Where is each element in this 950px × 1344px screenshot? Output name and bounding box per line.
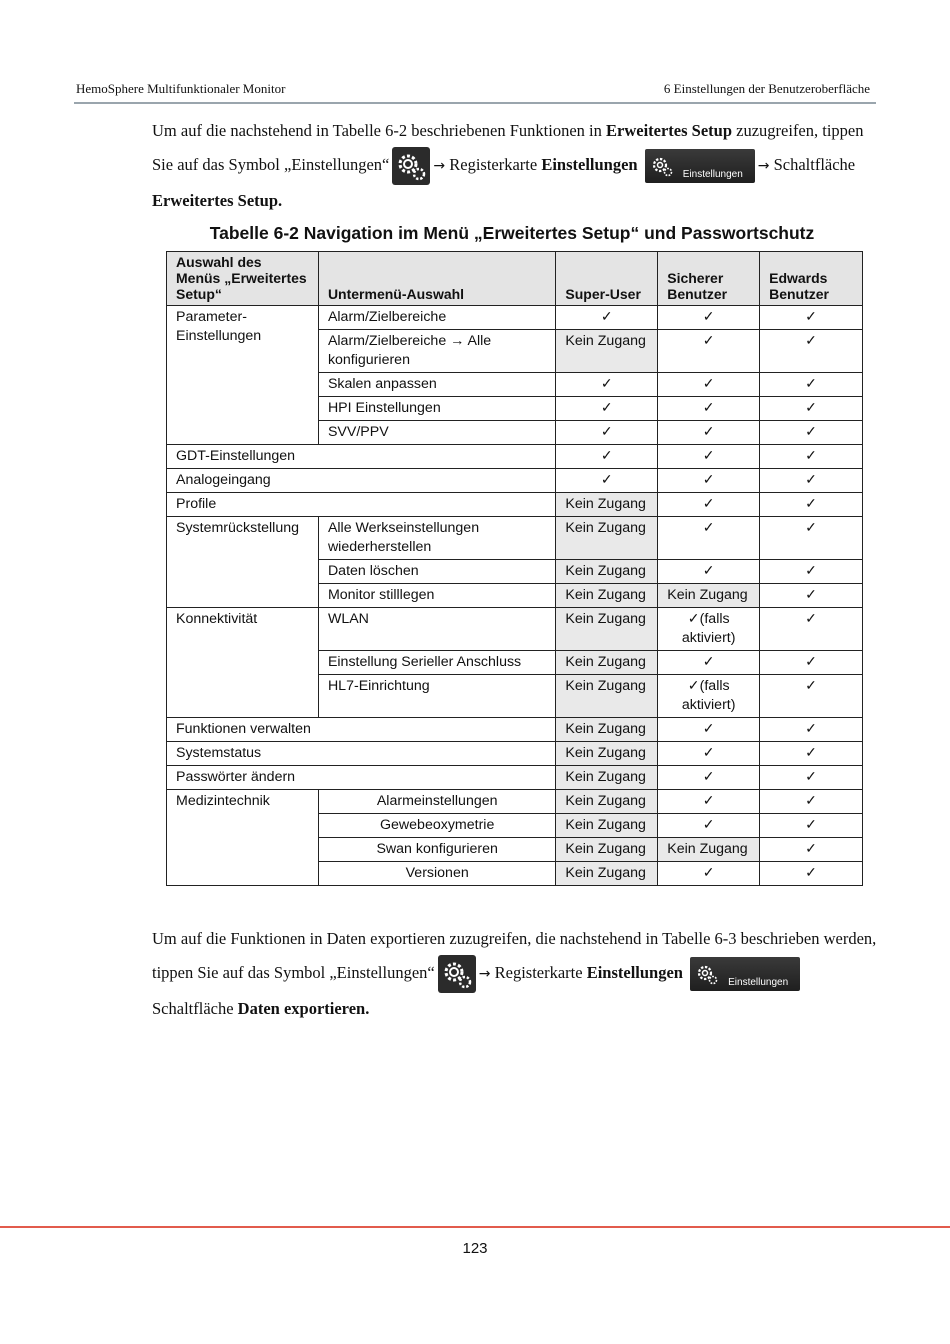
check-icon: ✓ xyxy=(658,421,760,445)
page-number: 123 xyxy=(462,1240,488,1257)
check-icon: ✓ xyxy=(760,862,863,886)
table-row xyxy=(167,445,863,469)
check-icon: ✓ xyxy=(760,330,863,373)
footer-divider xyxy=(0,1226,950,1228)
table-caption: Tabelle 6-2 Navigation im Menü „Erweitertes Setup“ und Passwortschutz xyxy=(209,223,815,243)
settings-tab-button-image xyxy=(645,149,755,183)
header-superuser: Super-User xyxy=(556,252,658,306)
navigation-table xyxy=(166,251,863,886)
access-cell: Kein Zugang xyxy=(556,493,658,517)
check-icon: ✓ xyxy=(556,421,658,445)
submenu-cell: HL7-Einrichtung xyxy=(318,675,555,718)
submenu-cell: Einstellung Serieller Anschluss xyxy=(318,651,555,675)
menu-cell: Funktionen verwalten xyxy=(167,718,556,742)
page-header xyxy=(74,80,876,104)
check-icon: ✓ xyxy=(658,445,760,469)
header-secure-user: Sicherer Benutzer xyxy=(658,252,760,306)
submenu-cell: Gewebeoxymetrie xyxy=(318,814,555,838)
check-icon: ✓ xyxy=(556,469,658,493)
table-row xyxy=(167,517,863,560)
check-icon: ✓ xyxy=(760,651,863,675)
check-icon: ✓ xyxy=(760,469,863,493)
settings-button-label: Einstellungen xyxy=(728,977,789,988)
check-icon: ✓ xyxy=(760,742,863,766)
access-cell: ✓(falls aktiviert) xyxy=(658,675,760,718)
submenu-cell: Skalen anpassen xyxy=(318,373,555,397)
check-icon: ✓ xyxy=(658,306,760,330)
check-icon: ✓ xyxy=(658,517,760,560)
check-icon: ✓ xyxy=(760,675,863,718)
access-cell: Kein Zugang xyxy=(556,560,658,584)
table-row xyxy=(167,469,863,493)
access-cell: Kein Zugang xyxy=(556,584,658,608)
table-row xyxy=(167,493,863,517)
arrow-icon: → xyxy=(433,157,446,174)
check-icon: ✓ xyxy=(760,421,863,445)
access-cell: Kein Zugang xyxy=(556,766,658,790)
menu-cell: Parameter-Einstellungen xyxy=(167,306,319,445)
check-icon: ✓ xyxy=(760,766,863,790)
access-cell: Kein Zugang xyxy=(556,718,658,742)
arrow-icon: → xyxy=(757,157,770,174)
access-cell: Kein Zugang xyxy=(556,608,658,651)
access-cell: Kein Zugang xyxy=(556,862,658,886)
check-icon: ✓ xyxy=(658,330,760,373)
table-row xyxy=(167,608,863,651)
submenu-cell: Monitor stilllegen xyxy=(318,584,555,608)
check-icon: ✓ xyxy=(760,306,863,330)
check-icon: ✓ xyxy=(760,838,863,862)
check-icon: ✓ xyxy=(760,560,863,584)
submenu-cell: HPI Einstellungen xyxy=(318,397,555,421)
submenu-cell: Alarm/Zielbereiche → Alle konfigurieren xyxy=(318,330,555,373)
access-cell: Kein Zugang xyxy=(556,790,658,814)
settings-button-label: Einstellungen xyxy=(682,169,743,180)
menu-cell: Systemstatus xyxy=(167,742,556,766)
outro-bold-export: Daten exportieren. xyxy=(237,999,370,1018)
intro-bold-advanced-setup-button: Erweitertes Setup. xyxy=(152,191,283,210)
table-header-row xyxy=(167,252,863,306)
submenu-cell: Swan konfigurieren xyxy=(318,838,555,862)
access-cell: Kein Zugang xyxy=(658,584,760,608)
check-icon: ✓ xyxy=(760,584,863,608)
intro-text-4: Schaltfläche xyxy=(769,154,856,174)
menu-cell: Medizintechnik xyxy=(167,790,319,886)
check-icon: ✓ xyxy=(760,445,863,469)
check-icon: ✓ xyxy=(760,493,863,517)
check-icon: ✓ xyxy=(760,397,863,421)
check-icon: ✓ xyxy=(658,469,760,493)
header-menu: Auswahl des Menüs „Erweitertes Setup“ xyxy=(167,252,319,306)
intro-bold-advanced-setup: Erweitertes Setup xyxy=(606,121,733,140)
outro-text-2: Registerkarte xyxy=(490,962,587,982)
submenu-cell: SVV/PPV xyxy=(318,421,555,445)
check-icon: ✓ xyxy=(658,397,760,421)
header-submenu: Untermenü-Auswahl xyxy=(318,252,555,306)
arrow-icon: → xyxy=(478,965,491,982)
check-icon: ✓ xyxy=(556,373,658,397)
check-icon: ✓ xyxy=(658,790,760,814)
access-cell: Kein Zugang xyxy=(556,517,658,560)
check-icon: ✓ xyxy=(658,742,760,766)
intro-text-1: Um auf die nachstehend in Tabelle 6-2 beschriebenen Funktionen in xyxy=(152,121,606,140)
check-icon: ✓ xyxy=(760,814,863,838)
check-icon: ✓ xyxy=(556,445,658,469)
header-title: HemoSphere Multifunktionaler Monitor xyxy=(76,81,286,96)
table-row xyxy=(167,790,863,814)
check-icon: ✓ xyxy=(760,517,863,560)
access-cell: Kein Zugang xyxy=(658,838,760,862)
outro-paragraph xyxy=(152,923,878,1025)
access-cell: Kein Zugang xyxy=(556,330,658,373)
submenu-cell: Alarm/Zielbereiche xyxy=(318,306,555,330)
menu-cell: Passwörter ändern xyxy=(167,766,556,790)
submenu-cell: Daten löschen xyxy=(318,560,555,584)
settings-gear-icon xyxy=(392,147,430,185)
table-row xyxy=(167,766,863,790)
submenu-cell: Alarmeinstellungen xyxy=(318,790,555,814)
menu-cell: Konnektivität xyxy=(167,608,319,718)
outro-text-3: Schaltfläche xyxy=(152,999,238,1018)
intro-paragraph xyxy=(152,115,878,217)
access-cell: Kein Zugang xyxy=(556,838,658,862)
menu-cell: Systemrückstellung xyxy=(167,517,319,608)
check-icon: ✓ xyxy=(658,560,760,584)
header-edwards-user: Edwards Benutzer xyxy=(760,252,863,306)
submenu-cell: WLAN xyxy=(318,608,555,651)
check-icon: ✓ xyxy=(658,718,760,742)
submenu-cell: Versionen xyxy=(318,862,555,886)
header-chapter: 6 Einstellungen der Benutzeroberfläche xyxy=(663,81,870,96)
check-icon: ✓ xyxy=(658,373,760,397)
menu-cell: Analogeingang xyxy=(167,469,556,493)
table-row xyxy=(167,718,863,742)
access-cell: Kein Zugang xyxy=(556,742,658,766)
submenu-cell: Alle Werkseinstellungen wiederherstellen xyxy=(318,517,555,560)
table-row xyxy=(167,306,863,330)
access-cell: Kein Zugang xyxy=(556,814,658,838)
access-cell: Kein Zugang xyxy=(556,675,658,718)
check-icon: ✓ xyxy=(760,790,863,814)
check-icon: ✓ xyxy=(760,608,863,651)
check-icon: ✓ xyxy=(760,718,863,742)
table-row xyxy=(167,742,863,766)
check-icon: ✓ xyxy=(658,862,760,886)
access-cell: ✓(falls aktiviert) xyxy=(658,608,760,651)
intro-text-3: Registerkarte xyxy=(445,154,542,174)
check-icon: ✓ xyxy=(658,493,760,517)
check-icon: ✓ xyxy=(760,373,863,397)
check-icon: ✓ xyxy=(658,766,760,790)
check-icon: ✓ xyxy=(556,306,658,330)
access-cell: Kein Zugang xyxy=(556,651,658,675)
settings-gear-icon xyxy=(438,955,476,993)
settings-tab-button-image xyxy=(690,957,800,991)
outro-text-1: Um auf die Funktionen in Daten exportieren zuzugreifen, die nachstehend in Tabelle 6-3 beschrieben werden, tippen Sie auf das Symbol „Einstellungen“ xyxy=(152,929,877,982)
menu-cell: GDT-Einstellungen xyxy=(167,445,556,469)
intro-bold-settings: Einstellungen xyxy=(541,154,638,174)
check-icon: ✓ xyxy=(658,651,760,675)
outro-bold-settings: Einstellungen xyxy=(586,962,683,982)
check-icon: ✓ xyxy=(556,397,658,421)
check-icon: ✓ xyxy=(658,814,760,838)
intro-text-2: zuzugreifen, tippen Sie auf das Symbol „Einstellungen“ xyxy=(152,121,864,174)
menu-cell: Profile xyxy=(167,493,556,517)
